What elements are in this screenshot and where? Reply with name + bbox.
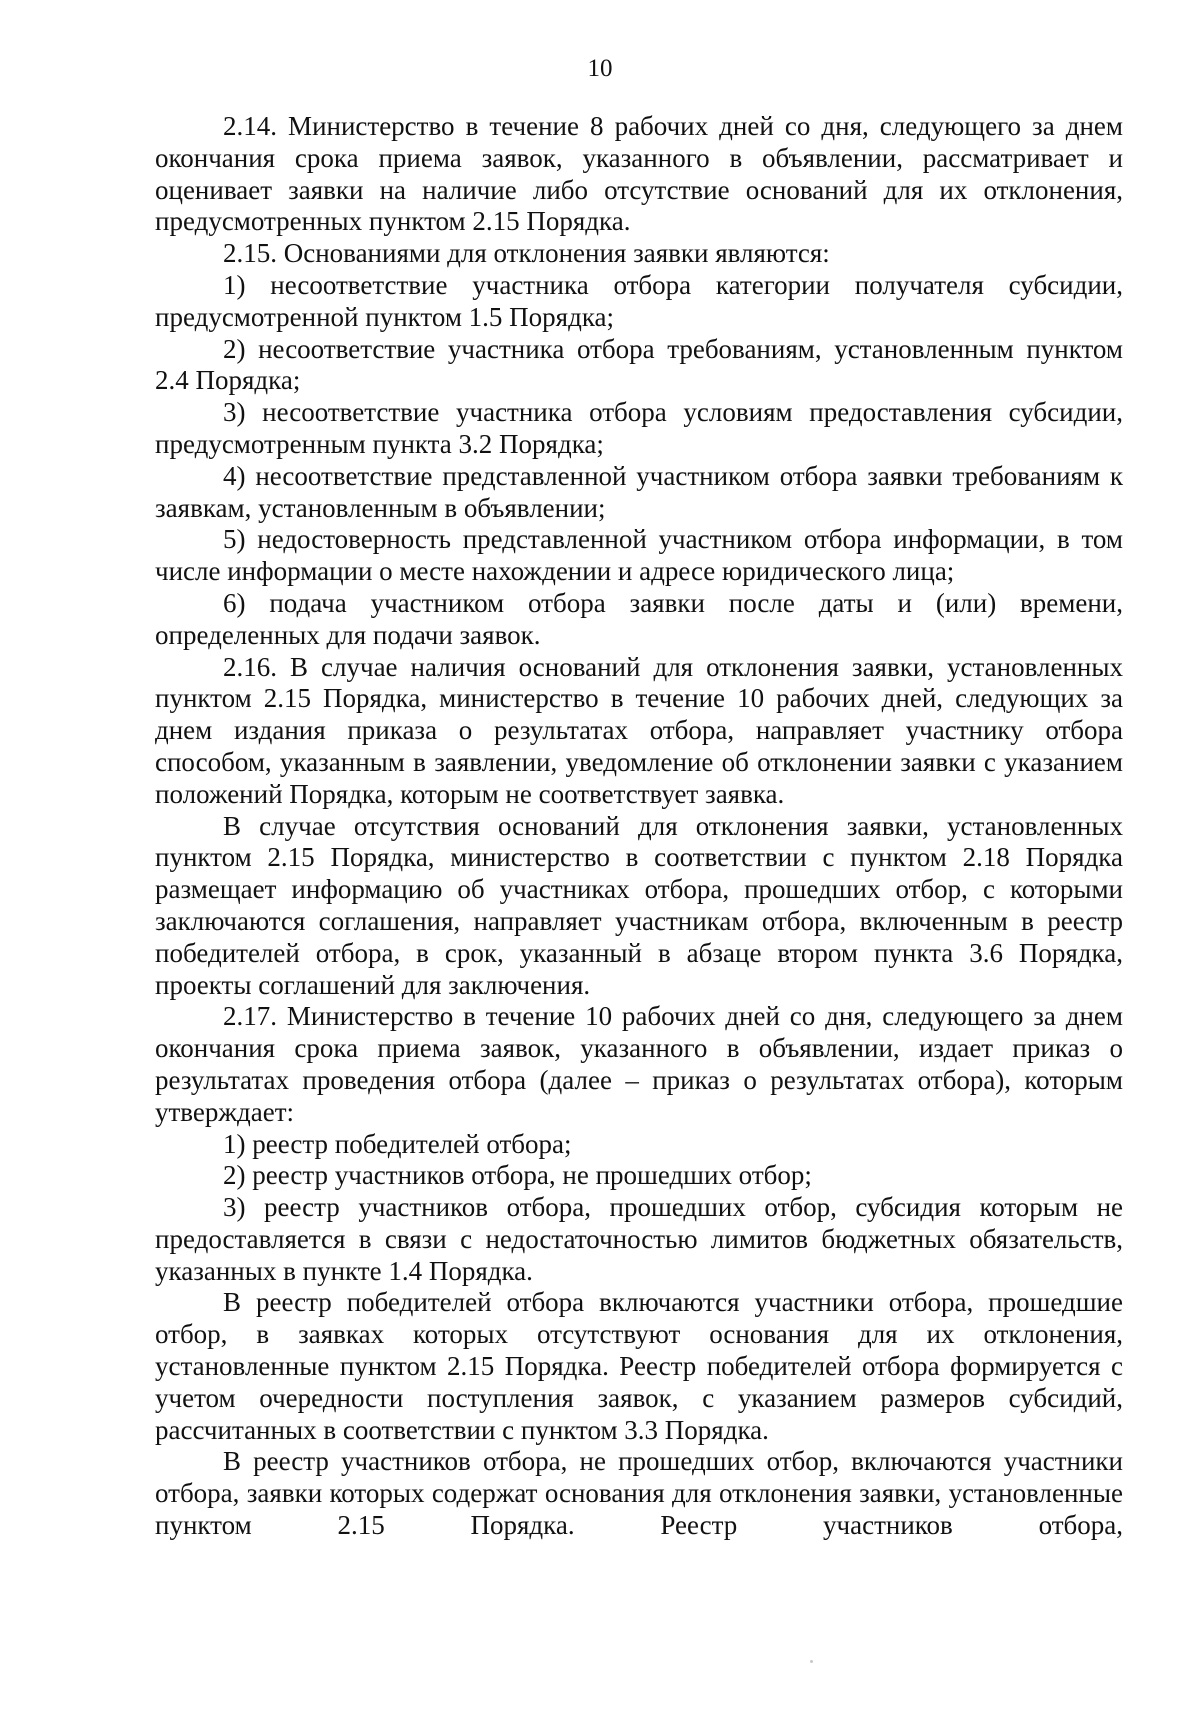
list-item-2-17-2: 2) реестр участников отбора, не прошедших отбор; xyxy=(223,1160,812,1191)
page-number: 10 xyxy=(587,55,613,82)
scan-artifact xyxy=(810,1660,813,1663)
paragraph-winners-registry: В реестр победителей отбора включаются участники отбора, прошедшие отбор, в заявках которых отсутствуют основания для их отклонения, установленные пунктом 2.15 Порядка. Реестр победителей отбора формируется с учетом очередности поступления заявок, с указанием размеров субсидий, рассчитанных в соответствии с пунктом 3.3 Порядка. xyxy=(155,1287,1123,1445)
paragraph-rejected-registry: В реестр участников отбора, не прошедших отбор, включаются участники отбора, заявки которых содержат основания для отклонения заявки, установленные пунктом 2.15 Порядка. Реестр участников отбора, xyxy=(155,1446,1123,1541)
list-item-2-15-5: 5) недостоверность представленной участником отбора информации, в том числе информации о месте нахождении и адресе юридического лица; xyxy=(155,524,1123,587)
list-item-2-17-3: 3) реестр участников отбора, прошедших отбор, субсидия которым не предоставляется в связи с недостаточностью лимитов бюджетных обязательств, указанных в пункте 1.4 Порядка. xyxy=(155,1192,1123,1286)
list-item-2-15-2: 2) несоответствие участника отбора требованиям, установленным пунктом 2.4 Порядка; xyxy=(155,333,1123,396)
list-item-2-15-6: 6) подача участником отбора заявки после даты и (или) времени, определенных для подачи заявок. xyxy=(155,587,1123,650)
paragraph-2-16: 2.16. В случае наличия оснований для отклонения заявки, установленных пунктом 2.15 Порядка, министерство в течение 10 рабочих дней, следующих за днем издания приказа о результатах отбора, направляет участнику отбора способом, указанным в заявлении, уведомление об отклонении заявки с указанием положений Порядка, которым не соответствует заявка. xyxy=(155,651,1123,809)
paragraph-2-17: 2.17. Министерство в течение 10 рабочих дней со дня, следующего за днем окончания срока приема заявок, указанного в объявлении, издает приказ о результатах проведения отбора (далее – приказ о результатах отбора), которым утверждает: xyxy=(155,1001,1123,1127)
document-body xyxy=(155,111,1123,1542)
list-item-2-15-3: 3) несоответствие участника отбора условиям предоставления субсидии, предусмотренным пункта 3.2 Порядка; xyxy=(155,397,1123,459)
list-item-2-17-1: 1) реестр победителей отбора; xyxy=(223,1128,572,1159)
list-item-2-15-1: 1) несоответствие участника отбора категории получателя субсидии, предусмотренной пунктом 1.5 Порядка; xyxy=(155,269,1123,332)
list-item-2-15-4: 4) несоответствие представленной участником отбора заявки требованиям к заявкам, установленным в объявлении; xyxy=(155,460,1123,523)
paragraph-2-16-second: В случае отсутствия оснований для отклонения заявки, установленных пунктом 2.15 Порядка, министерство в соответствии с пунктом 2.18 Порядка размещает информацию об участниках отбора, прошедших отбор, с которыми заключаются соглашения, направляет участникам отбора, включенным в реестр победителей отбора, в срок, указанный в абзаце втором пункта 3.6 Порядка, проекты соглашений для заключения. xyxy=(155,810,1123,1000)
paragraph-2-14: 2.14. Министерство в течение 8 рабочих дней со дня, следующего за днем окончания срока приема заявок, указанного в объявлении, рассматривает и оценивает заявки на наличие либо отсутствие оснований для их отклонения, предусмотренных пунктом 2.15 Порядка. xyxy=(155,111,1123,237)
paragraph-2-15: 2.15. Основаниями для отклонения заявки являются: xyxy=(223,238,830,269)
